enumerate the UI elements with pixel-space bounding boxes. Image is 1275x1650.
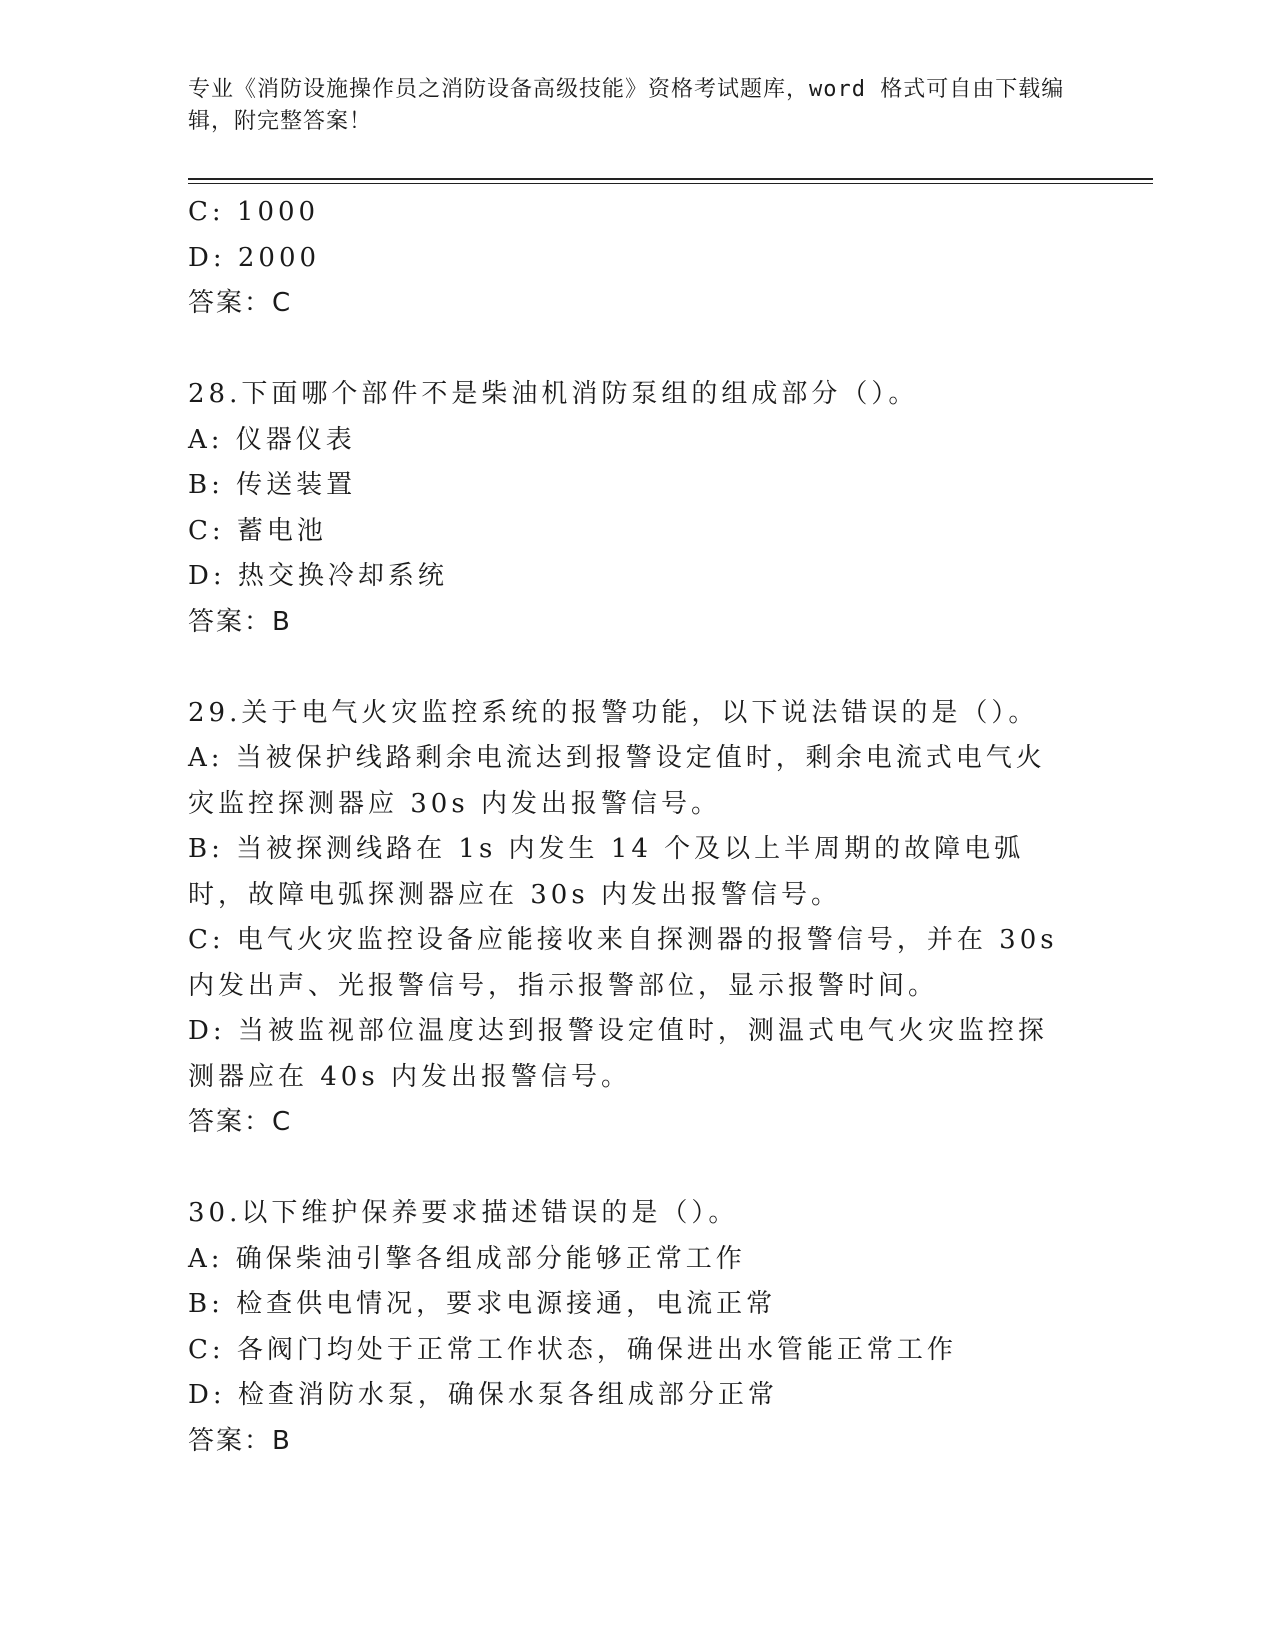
spacer (188, 645, 1068, 691)
option-d: D: 热交换冷却系统 (188, 561, 448, 591)
option-c: C: 电气火灾监控设备应能接收来自探测器的报警信号，并在 30s 内发出声、光报警信号，指示报警部位，显示报警时间。 (188, 925, 1058, 1001)
document-header: 专业《消防设施操作员之消防设备高级技能》资格考试题库，word 格式可自由下载编辑，附完整答案！ (188, 77, 1065, 134)
option-c: C: 蓄电池 (188, 515, 327, 546)
header-divider-thin (188, 183, 1153, 184)
option-b: B: 检查供电情况，要求电源接通，电流正常 (188, 1289, 777, 1319)
header-divider-thick (188, 178, 1153, 180)
option-d: D: 检查消防水泵，确保水泵各组成部分正常 (188, 1380, 778, 1410)
option-c: C: 1000 (188, 197, 320, 227)
answer-line: 答案：C (188, 288, 293, 318)
question-stem: 28.下面哪个部件不是柴油机消防泵组的组成部分（）。 (188, 379, 919, 409)
question-stem: 29.关于电气火灾监控系统的报警功能，以下说法错误的是（）。 (188, 697, 1039, 728)
question-content (188, 190, 1068, 1464)
question-stem: 30.以下维护保养要求描述错误的是（）。 (188, 1198, 739, 1228)
answer-line: 答案：B (188, 606, 292, 637)
question-28 (188, 372, 1068, 645)
spacer (188, 1146, 1068, 1192)
question-29 (188, 691, 1068, 1146)
question-27-continued (188, 190, 1068, 327)
answer-line: 答案：B (188, 1425, 292, 1456)
answer-line: 答案：C (188, 1107, 293, 1137)
option-a: A: 确保柴油引擎各组成部分能够正常工作 (188, 1243, 746, 1274)
option-a: A: 仪器仪表 (188, 424, 356, 455)
option-b: B: 当被探测线路在 1s 内发生 14 个及以上半周期的故障电弧时，故障电弧探测器应在 30s 内发出报警信号。 (188, 834, 1025, 910)
question-30 (188, 1191, 1068, 1464)
option-c: C: 各阀门均处于正常工作状态，确保进出水管能正常工作 (188, 1334, 957, 1365)
option-a: A: 当被保护线路剩余电流达到报警设定值时，剩余电流式电气火灾监控探测器应 30s 内发出报警信号。 (188, 743, 1046, 819)
spacer (188, 327, 1068, 373)
option-d: D: 2000 (188, 242, 321, 273)
option-d: D: 当被监视部位温度达到报警设定值时，测温式电气火灾监控探测器应在 40s 内发出报警信号。 (188, 1016, 1048, 1092)
option-b: B: 传送装置 (188, 470, 357, 500)
